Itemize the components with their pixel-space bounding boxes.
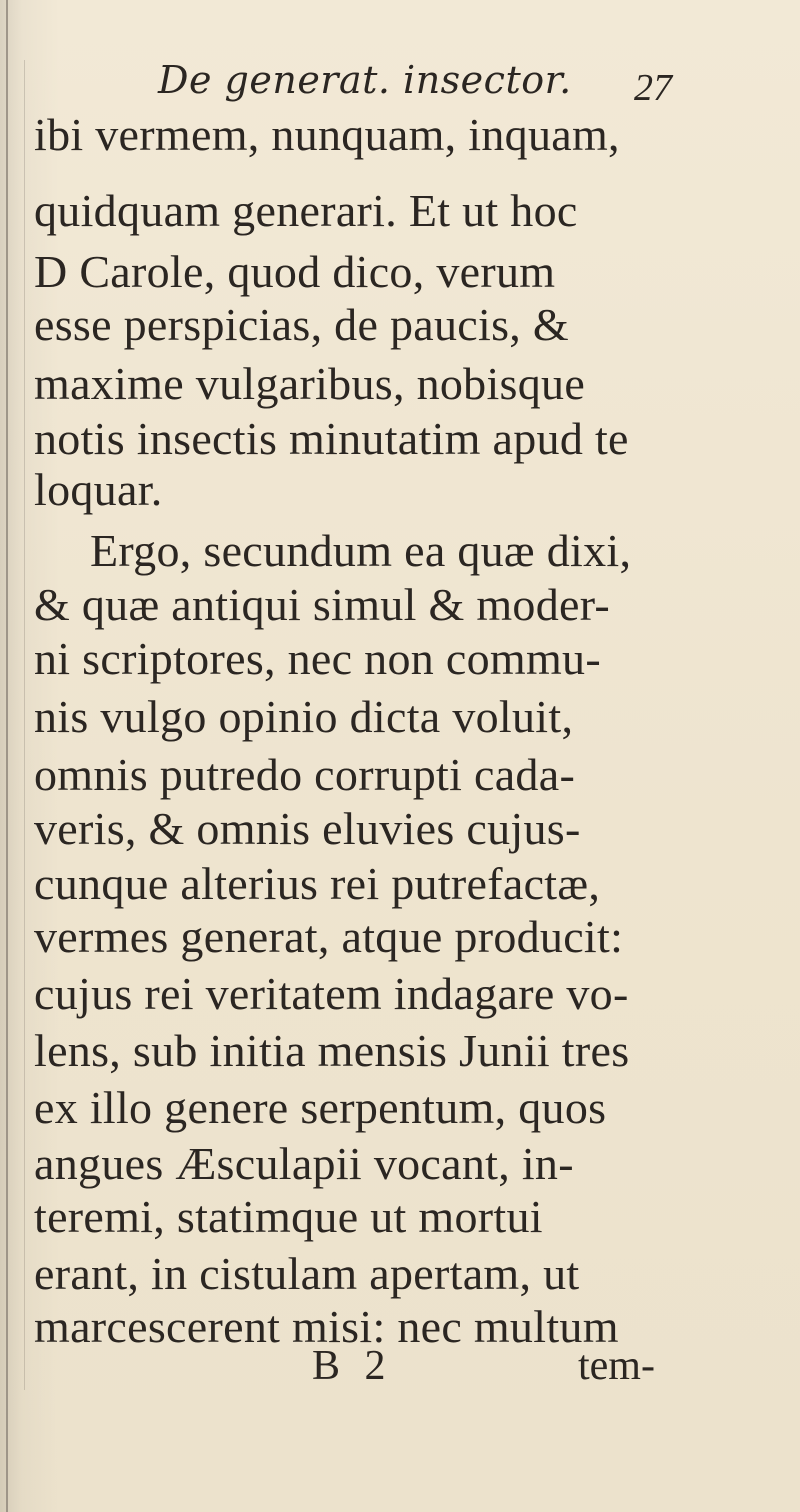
text-line: maxime vulgaribus, nobisque: [34, 358, 586, 409]
text-line: angues Æsculapii vocant, in-: [34, 1138, 574, 1189]
text-line: cujus rei veritatem indagare vo-: [34, 968, 629, 1019]
text-line: D Carole, quod dico, verum: [34, 246, 556, 297]
text-line: ibi vermem, nunquam, inquam,: [34, 109, 620, 160]
text-line: loquar.: [34, 464, 163, 515]
text-line: marcescerent misi: nec multum: [34, 1301, 619, 1352]
text-line: ex illo genere serpentum, quos: [34, 1082, 607, 1133]
text-line: ni scriptores, nec non commu-: [34, 633, 601, 684]
text-line: vermes generat, atque producit:: [34, 911, 624, 962]
text-line: erant, in cistulam apertam, ut: [34, 1248, 580, 1299]
text-line: omnis putredo corrupti cada-: [34, 749, 576, 800]
text-line: teremi, statimque ut mortui: [34, 1191, 543, 1242]
text-line: lens, sub initia mensis Junii tres: [34, 1025, 630, 1076]
paragraph-start-line: Ergo, secundum ea quæ dixi,: [90, 525, 632, 576]
running-title: De generat. insector.: [158, 58, 572, 102]
text-line: quidquam generari. Et ut hoc: [34, 185, 578, 236]
text-line: veris, & omnis eluvies cujus-: [34, 803, 581, 854]
text-line: notis insectis minutatim apud te: [34, 413, 629, 464]
text-line: cunque alterius rei putrefactæ,: [34, 858, 601, 909]
text-line: nis vulgo opinio dicta voluit,: [34, 691, 574, 742]
catchword: tem-: [578, 1343, 655, 1389]
text-line: esse perspicias, de paucis, &: [34, 299, 569, 350]
text-line: & quæ antiqui simul & moder-: [34, 579, 611, 630]
page-footer: [0, 1342, 800, 1402]
page-number: 27: [634, 67, 672, 109]
signature-mark: B 2: [312, 1343, 386, 1389]
